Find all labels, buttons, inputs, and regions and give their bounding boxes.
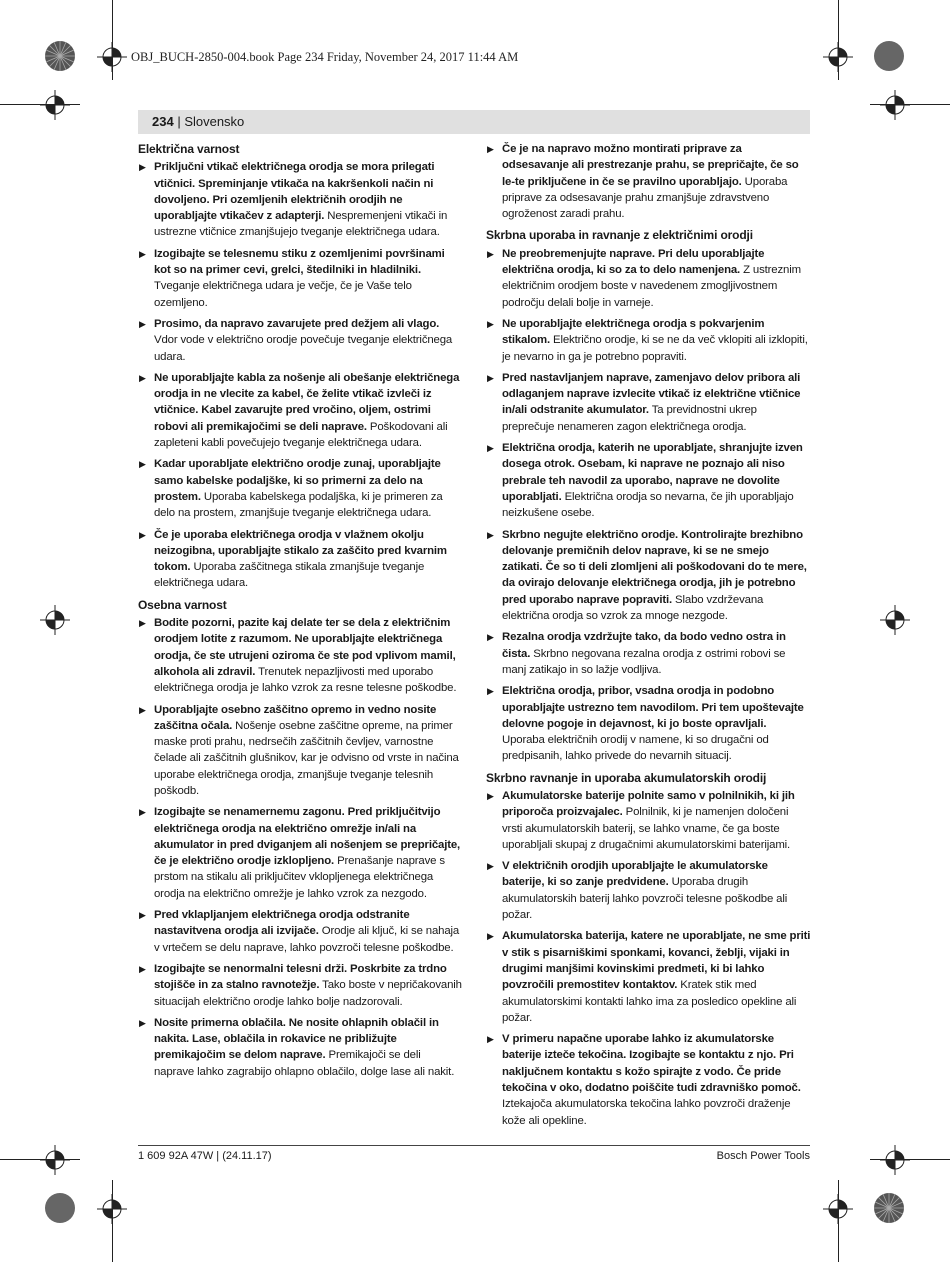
item-normal-text: Nošenje osebne zaščitne opreme, na primer maske proti prahu, nedrsečih zaščitnih čevljev, varnostne čelade ali zaščitnih glušnikov, kar je odvisno od vrste in načina uporabe električnega orodja, zmanjšuje tveganje telesnih poškodb.: [154, 719, 459, 797]
item-normal-text: Premikajoči se deli naprave lahko zagrabijo ohlapno oblačilo, dolge lase ali nakit.: [154, 1049, 455, 1078]
item-bold-text: Kadar uporabljate električno orodje zunaj, uporabljajte samo kabelske podaljške, ki so primerni za delo na prostem.: [154, 458, 441, 503]
list-item: [138, 370, 463, 451]
triangle-right-icon: ▶: [487, 861, 494, 872]
list-item: [138, 456, 463, 521]
starburst-registration-icon: [44, 40, 76, 72]
triangle-right-icon: ▶: [139, 807, 146, 818]
item-normal-text: Kratek stik med akumulatorskimi kontakti lahko ima za posledico opekline ali požar.: [502, 979, 797, 1024]
crosshair-registration-icon: [880, 1145, 910, 1175]
crosshair-registration-icon: [40, 1145, 70, 1175]
section-title: Osebna varnost: [138, 597, 227, 612]
list-item: [486, 527, 811, 625]
left-column: [138, 141, 463, 1085]
triangle-right-icon: ▶: [139, 910, 146, 921]
item-bold-text: V električnih orodjih uporabljajte le akumulatorske baterije, ki so zanje predvidene.: [502, 860, 768, 889]
triangle-right-icon: ▶: [139, 618, 146, 629]
item-normal-text: Električno orodje, ki se ne da več vklopiti ali izklopiti, je nevarno in ga je potrebno popraviti.: [502, 334, 808, 363]
triangle-right-icon: ▶: [139, 963, 146, 974]
list-item: [138, 615, 463, 696]
item-bold-text: Ne uporabljajte kabla za nošenje ali obešanje električnega orodja in ne vlecite za kabel, če želite vtikač izvleči iz vtičnice. Kabel zavarujte pred vročino, oljem, ostrimi robovi ali premikajočimi se deli naprave.: [154, 371, 460, 433]
list-item: [486, 440, 811, 521]
triangle-right-icon: ▶: [487, 144, 494, 154]
section-title: Električna varnost: [138, 142, 240, 156]
item-bold-text: Skrbno negujte električno orodje. Kontrolirajte brezhibno delovanje premičnih delov naprave, ki se ne smejo zatikati. Če so ti deli zlomljeni ali poškodovani do te mere, da ovirajo delovanje električnega orodja, jih je potrebno pred uporabo naprave popraviti.: [502, 528, 807, 606]
crosshair-registration-icon: [880, 605, 910, 635]
item-normal-text: Z ustreznim električnim orodjem boste v navedenem zmogljivostnem področju delali bolje in varneje.: [502, 264, 801, 309]
list-item: [486, 858, 811, 923]
triangle-right-icon: ▶: [139, 459, 146, 470]
right-column: [486, 141, 811, 1134]
triangle-right-icon: ▶: [487, 686, 494, 697]
page-number: 234: [152, 114, 174, 129]
item-bold-text: Uporabljajte osebno zaščitno opremo in vedno nosite zaščitna očala.: [154, 703, 437, 732]
triangle-right-icon: ▶: [487, 790, 494, 801]
item-normal-text: Uporaba električnih orodij v namene, ki so drugačni od predpisanih, lahko privede do nevarnih situacij.: [502, 734, 769, 763]
item-bold-text: Prosimo, da napravo zavarujete pred dežjem ali vlago.: [154, 317, 440, 330]
triangle-right-icon: ▶: [487, 529, 494, 540]
item-bold-text: Če je uporaba električnega orodja v vlažnem okolju neizogibna, uporabljajte stikalo za zaščito pred kvarnim tokom.: [154, 528, 447, 574]
item-normal-text: Uporaba kabelskega podaljška, ki je primeren za delo na prostem, zmanjšuje tveganje električnega udara.: [154, 490, 443, 520]
item-normal-text: Uporaba zaščitnega stikala zmanjšuje tveganje električnega udara.: [154, 561, 425, 590]
list-item: [138, 907, 463, 956]
item-normal-text: Tako boste v nepričakovanih situacijah električno orodje lahko bolje nadzorovali.: [154, 979, 462, 1008]
list-item: [486, 629, 811, 678]
item-normal-text: Uporaba priprave za odsesavanje prahu zmanjšuje zdravstveno ogroženost zaradi prahu.: [502, 175, 788, 221]
header-language: Slovensko: [184, 114, 245, 129]
item-bold-text: Električna orodja, pribor, vsadna orodja in podobno uporabljajte ustrezno tem navodilom. Pri tem upoštevajte delovne pogoje in dejavnost, ki jo boste opravljali.: [502, 685, 804, 730]
section-title: Skrbna uporaba in ravnanje z električnimi orodji: [486, 228, 753, 243]
triangle-right-icon: ▶: [139, 248, 146, 259]
item-normal-text: Poškodovani ali zapleteni kabli povečujejo tveganje električnega udara.: [154, 420, 448, 450]
triangle-right-icon: ▶: [487, 1034, 494, 1045]
triangle-right-icon: ▶: [487, 248, 494, 259]
footer-brand: Bosch Power Tools: [716, 1150, 810, 1162]
list-item: [138, 804, 463, 902]
starburst-registration-icon: [873, 1192, 905, 1224]
list-item: [138, 159, 463, 240]
item-normal-text: Slabo vzdrževana električna orodja so vzrok za mnoge nezgode.: [502, 593, 764, 623]
item-bold-text: V primeru napačne uporabe lahko iz akumulatorske baterije izteče tekočina. Izogibajte se kontaktu z njo. Pri naključnem kontaktu s kožo spirajte z vodo. Če pride tekočina v oko, dodatno poiščite tudi zdravniško pomoč.: [502, 1033, 801, 1095]
item-normal-text: Iztekajoča akumulatorska tekočina lahko povzroči draženje kože ali opekline.: [502, 1098, 791, 1127]
triangle-right-icon: ▶: [139, 162, 146, 173]
item-bold-text: Rezalna orodja vzdržujte tako, da bodo vedno ostra in čista.: [502, 631, 786, 660]
crosshair-registration-icon: [97, 1194, 127, 1224]
item-normal-text: Prenašanje naprave s prstom na stikalu ali priključitev vklopljenega električnega orodja na električno omrežje je lahko vzrok za nezgodo.: [154, 855, 445, 900]
crosshair-registration-icon: [823, 42, 853, 72]
list-item: [486, 788, 811, 853]
crosshair-registration-icon: [880, 90, 910, 120]
item-normal-text: Polnilnik, ki je namenjen določeni vrsti akumulatorskih baterij, se lahko vname, če ga boste uporabljali skupaj z drugačnimi akumulatorskimi baterijami.: [502, 806, 791, 851]
triangle-right-icon: ▶: [487, 372, 494, 383]
list-item: [486, 683, 811, 764]
list-item: [138, 1015, 463, 1080]
footer-doc-code: 1 609 92A 47W | (24.11.17): [138, 1150, 272, 1162]
crosshair-registration-icon: [40, 605, 70, 635]
item-normal-text: Električna orodja so nevarna, če jih uporabljajo neizkušene osebe.: [502, 490, 794, 520]
list-item: [486, 1031, 811, 1129]
crosshair-registration-icon: [40, 90, 70, 120]
item-bold-text: Ne preobremenjujte naprave. Pri delu uporabljajte električna orodja, ki so za to delo namenjena.: [502, 247, 765, 277]
item-bold-text: Priključni vtikač električnega orodja se mora prilegati vtičnici. Spreminjanje vtikača na kakršenkoli način ni dovoljeno. Pri ozemljenih električnih orodjih ne uporabljajte vtikačev z adapterji.: [154, 161, 435, 223]
section-title: Skrbno ravnanje in uporaba akumulatorskih orodij: [486, 770, 767, 785]
list-item: [486, 141, 811, 222]
item-bold-text: Če je na napravo možno montirati priprave za odsesavanje ali prestrezanje prahu, se prepričajte, če so le-te priključene in če se pravilno uporabljajo.: [502, 143, 799, 188]
item-normal-text: Orodje ali ključ, ki se nahaja v vrtečem se delu naprave, lahko povzroči telesne poškodbe.: [154, 925, 460, 954]
starburst-registration-icon: [44, 1192, 76, 1224]
item-bold-text: Akumulatorske baterije polnite samo v polnilnikih, ki jih priporoča proizvajalec.: [502, 789, 795, 819]
list-item: [486, 246, 811, 311]
item-bold-text: Bodite pozorni, pazite kaj delate ter se dela z električnim orodjem lotite z razumom. Ne uporabljajte električnega orodja, če ste utrujeni oziroma če ste pod vplivom mamil, alkohola ali zdravil.: [154, 617, 456, 678]
list-item: [486, 316, 811, 365]
list-item: [486, 928, 811, 1026]
item-normal-text: Nespremenjeni vtikači in ustrezne vtičnice zmanjšujejo tveganje električnega udara.: [154, 210, 448, 239]
triangle-right-icon: ▶: [139, 529, 146, 540]
triangle-right-icon: ▶: [487, 318, 494, 329]
item-normal-text: Ta previdnostni ukrep preprečuje nenameren zagon električnega orodja.: [502, 404, 757, 433]
triangle-right-icon: ▶: [487, 443, 494, 454]
list-item: [486, 370, 811, 435]
list-item: [138, 961, 463, 1010]
item-bold-text: Pred vklapljanjem električnega orodja odstranite nastavitvena orodja ali izvijače.: [154, 909, 410, 938]
print-info-line: OBJ_BUCH-2850-004.book Page 234 Friday, November 24, 2017 11:44 AM: [131, 50, 519, 64]
item-bold-text: Izogibajte se nenamernemu zagonu. Pred priključitvijo električnega orodja na električno omrežje in/ali na akumulator in pred dviganjem ali nošenjem se prepričajte, če je električno orodje izklopljeno.: [154, 806, 461, 868]
triangle-right-icon: ▶: [139, 318, 146, 329]
item-bold-text: Ne uporabljajte električnega orodja s pokvarjenim stikalom.: [502, 317, 765, 347]
item-normal-text: Tveganje električnega udara je večje, če je Vaše telo ozemljeno.: [154, 280, 412, 309]
triangle-right-icon: ▶: [487, 632, 494, 643]
item-bold-text: Izogibajte se telesnemu stiku z ozemljenimi površinami kot so na primer cevi, grelci, štedilniki in hladilniki.: [154, 247, 445, 277]
item-bold-text: Pred nastavljanjem naprave, zamenjavo delov pribora ali odlaganjem naprave izvlecite vtikač iz električne vtičnice in/ali odstranite akumulator.: [502, 371, 801, 417]
crosshair-registration-icon: [97, 42, 127, 72]
header-separator: |: [173, 114, 185, 129]
list-item: [138, 246, 463, 311]
item-bold-text: Nosite primerna oblačila. Ne nosite ohlapnih oblačil in nakita. Lase, oblačila in rokavice ne približujte premikajočim se delom naprave.: [154, 1016, 439, 1062]
item-bold-text: Električna orodja, katerih ne uporabljate, shranjujte izven dosega otrok. Osebam, ki naprave ne poznajo ali niso prebrale teh navodil za uporabo, naprave ne dovolite uporabljati.: [502, 442, 803, 503]
item-bold-text: Izogibajte se nenormalni telesni drži. Poskrbite za trdno stojišče in za stalno ravnotežje.: [154, 962, 447, 992]
item-normal-text: Vdor vode v električno orodje povečuje tveganje električnega udara.: [154, 334, 453, 363]
crosshair-registration-icon: [823, 1194, 853, 1224]
list-item: [138, 527, 463, 592]
triangle-right-icon: ▶: [139, 704, 146, 715]
triangle-right-icon: ▶: [139, 372, 146, 383]
list-item: [138, 316, 463, 365]
item-normal-text: Uporaba drugih akumulatorskih baterij lahko povzroči telesne poškodbe ali požar.: [502, 876, 788, 922]
triangle-right-icon: ▶: [139, 1017, 146, 1028]
item-bold-text: Akumulatorska baterija, katere ne uporabljate, ne sme priti v stik s pisarniškimi sponkami, kovanci, žeblji, vijaki in drugimi manjšimi kovinskimi predmeti, ki bi lahko povzročili premostitev kontaktov.: [502, 930, 811, 992]
item-normal-text: Trenutek nepazljivosti med uporabo električnega orodja je lahko vzrok za resne telesne poškodbe.: [154, 665, 457, 695]
footer-rule: [138, 1145, 810, 1146]
triangle-right-icon: ▶: [487, 931, 494, 942]
item-normal-text: Skrbno negovana rezalna orodja z ostrimi robovi se manj zatikajo in so lažje vodljiva.: [502, 647, 786, 676]
page-header: [152, 114, 244, 129]
starburst-registration-icon: [873, 40, 905, 72]
list-item: [138, 702, 463, 800]
